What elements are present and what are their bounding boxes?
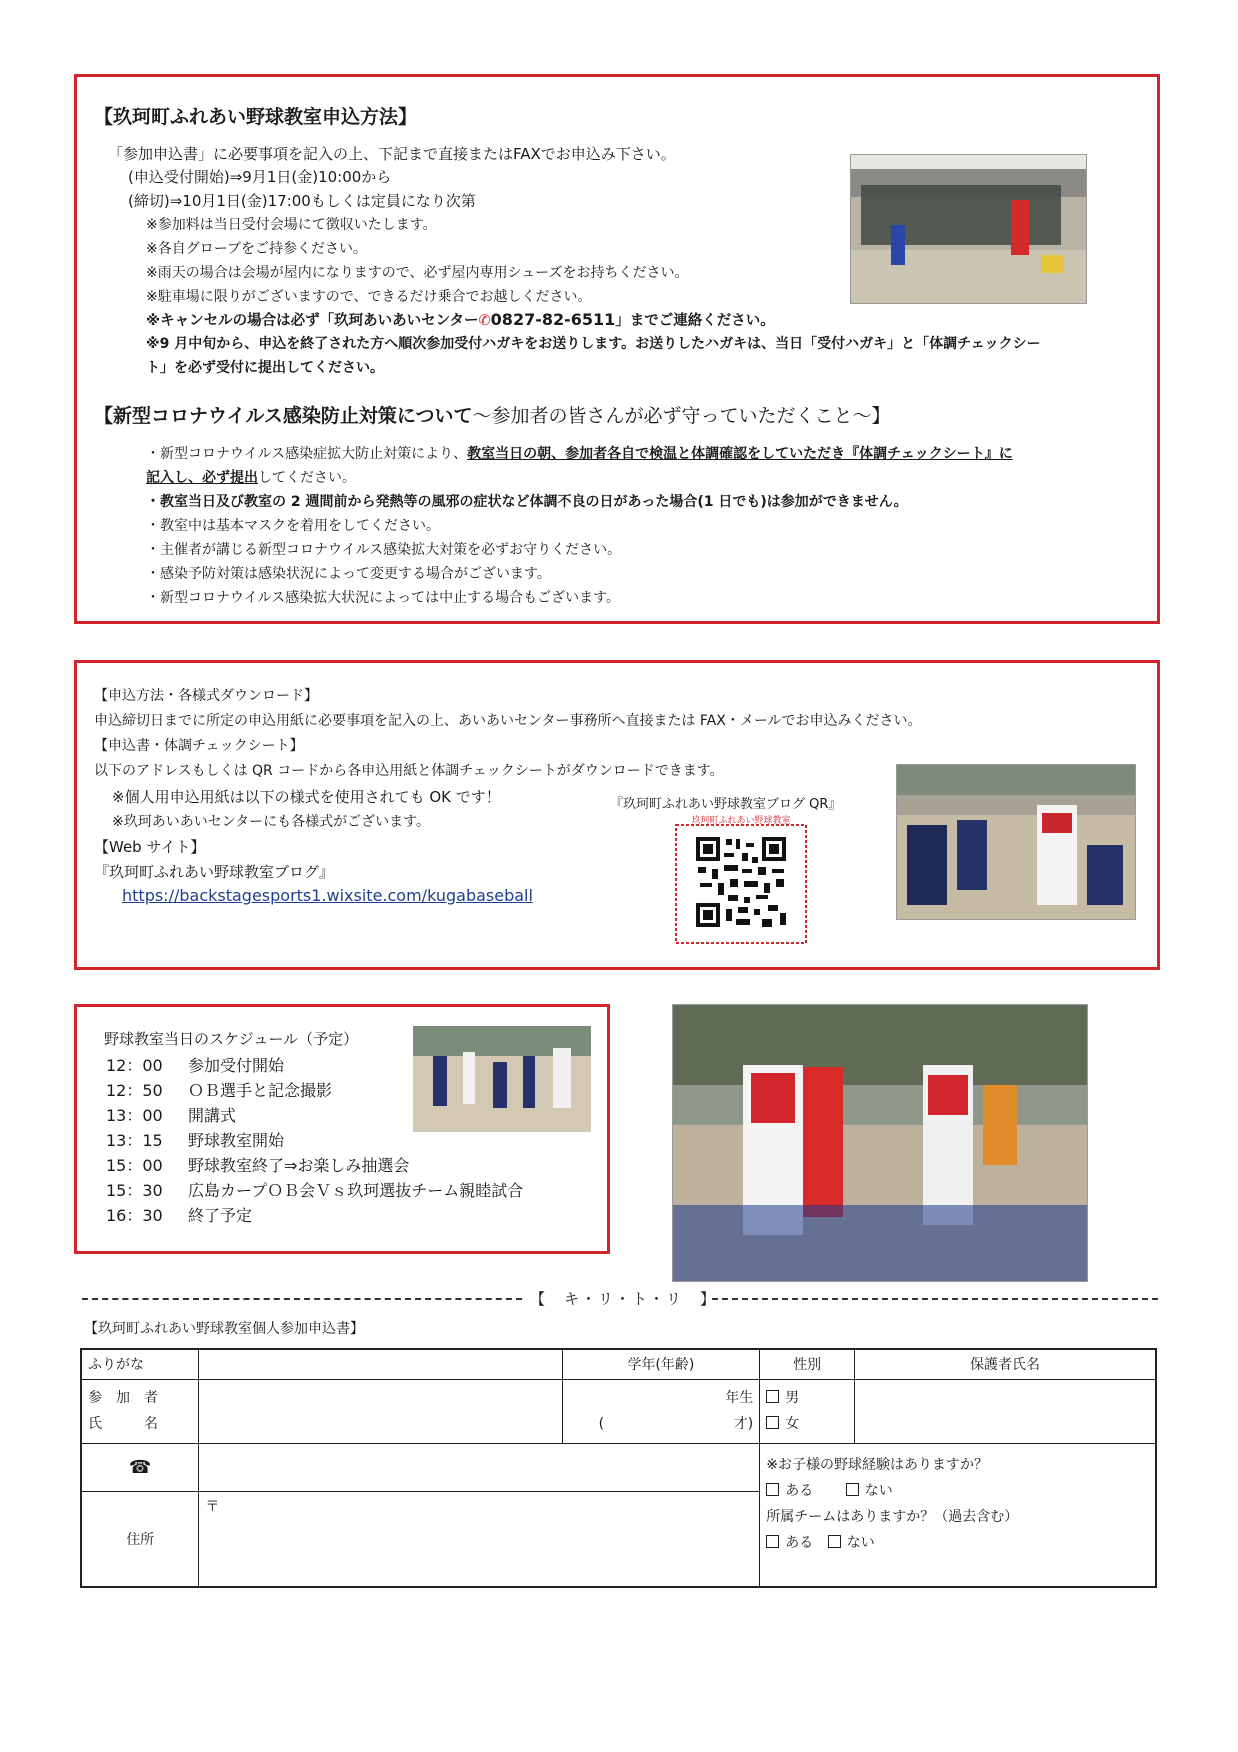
grade-header: 学年(年齢) xyxy=(562,1349,760,1379)
forms-title: 【申込書・体調チェックシート】 xyxy=(94,738,304,754)
blog-qr-code[interactable] xyxy=(672,813,810,948)
application-intro: 「参加申込書」に必要事項を記入の上、下記まで直接またはFAXでお申込み下さい。 xyxy=(108,145,676,163)
application-deadline: (締切)⇒10月1日(金)17:00もしくは定員になり次第 xyxy=(128,192,476,210)
cancel-suffix: 」までご連絡ください。 xyxy=(615,313,775,329)
schedule-event: 野球教室開始 xyxy=(188,1131,285,1150)
note-parking: ※駐車場に限りがございますので、できるだけ乗合でお越しください。 xyxy=(146,289,592,305)
qr-caption: 『玖珂町ふれあい野球教室ブログ QR』 xyxy=(610,797,842,812)
team-options xyxy=(766,1530,1149,1556)
cut-line-right xyxy=(712,1298,1158,1300)
note-postcard-2: ト」を必ず受付に提出してください。 xyxy=(146,360,384,376)
note-cancel xyxy=(146,309,775,330)
schedule-event: 野球教室終了⇒お楽しみ抽選会 xyxy=(188,1156,410,1175)
address-input[interactable] xyxy=(199,1491,760,1587)
covid-item-1-post: してください。 xyxy=(258,470,356,486)
covid-item-2: ・教室当日及び教室の 2 週間前から発熱等の風邪の症状など体調不良の日があった場合(1 日でも)は参加ができません。 xyxy=(146,494,908,510)
experience-question: ※お子様の野球経験はありますか？ xyxy=(766,1456,988,1473)
participant-name-input[interactable] xyxy=(199,1379,562,1443)
covid-heading xyxy=(94,401,891,428)
furigana-input[interactable] xyxy=(199,1349,562,1379)
application-form-table xyxy=(80,1348,1157,1588)
cancel-phone[interactable]: 0827-82-6511 xyxy=(490,310,616,329)
cut-line-label: 【 キ・リ・ト・リ 】 xyxy=(530,1290,718,1308)
team-yes-label: ある xyxy=(785,1534,814,1551)
schedule-time: 12：00 xyxy=(106,1056,163,1075)
blog-url-link[interactable]: https://backstagesports1.wixsite.com/kugabaseball xyxy=(122,886,533,905)
covid-heading-sub: ～参加者の皆さんが必ず守っていただくこと～】 xyxy=(472,405,891,427)
male-checkbox[interactable] xyxy=(766,1385,848,1411)
schedule-event: 開講式 xyxy=(188,1106,237,1125)
covid-item-1-pre: ・新型コロナウイルス感染症拡大防止対策により、 xyxy=(146,446,468,462)
female-checkbox[interactable] xyxy=(766,1411,848,1437)
covid-item-1-cont xyxy=(146,467,356,487)
experience-questions xyxy=(760,1443,1156,1587)
schedule-row xyxy=(106,1128,284,1151)
furigana-label: ふりがな xyxy=(81,1349,199,1379)
age-open: ( xyxy=(598,1416,605,1432)
experience-options xyxy=(766,1478,1149,1504)
coaching-kids-photo xyxy=(896,764,1136,920)
forms-note-2: ※玖珂あいあいセンターにも各様式がございます。 xyxy=(112,814,431,830)
blog-name: 『玖珂町ふれあい野球教室ブログ』 xyxy=(94,863,335,881)
application-start: (申込受付開始)⇒9月1日(金)10:00から xyxy=(128,168,392,186)
batting-practice-photo xyxy=(850,154,1087,304)
schedule-time: 16：30 xyxy=(106,1206,163,1225)
guardian-header: 保護者氏名 xyxy=(855,1349,1156,1379)
participant-label-1: 参 加 者 xyxy=(88,1390,158,1406)
covid-item-1-emphasis: 教室当日の朝、参加者各自で検温と体調確認をしていただき『体調チェックシート』に xyxy=(467,446,1013,462)
schedule-event: 終了予定 xyxy=(188,1206,253,1225)
experience-no-label: ない xyxy=(864,1482,893,1499)
qr-frame-text: 玖珂町ふれあい野球教室 xyxy=(691,816,791,826)
schedule-event: ＯＢ選手と記念撮影 xyxy=(188,1081,333,1100)
forms-note-1: ※個人用申込用紙は以下の様式を使用されても OK です！ xyxy=(112,788,501,806)
phone-input[interactable] xyxy=(199,1443,760,1491)
female-label: 女 xyxy=(785,1416,800,1432)
telephone-icon: ☎ xyxy=(128,1456,152,1478)
schedule-event: 参加受付開始 xyxy=(188,1056,285,1075)
participant-label-2: 氏 名 xyxy=(88,1416,158,1432)
team-no-label: ない xyxy=(846,1534,875,1551)
web-title: 【Web サイト】 xyxy=(94,838,206,856)
schedule-time: 15：30 xyxy=(106,1181,163,1200)
gender-options xyxy=(760,1379,855,1443)
team-question: 所属チームはありますか？（過去含む） xyxy=(766,1508,1019,1525)
guardian-name-input[interactable] xyxy=(855,1379,1156,1443)
covid-item-6: ・新型コロナウイルス感染拡大状況によっては中止する場合もございます。 xyxy=(146,590,621,606)
experience-yes-label: ある xyxy=(785,1482,814,1499)
participant-label xyxy=(81,1379,199,1443)
covid-item-5: ・感染予防対策は感染状況によって変更する場合がございます。 xyxy=(146,566,551,582)
phone-icon: ✆ xyxy=(478,313,491,329)
covid-item-3: ・教室中は基本マスクを着用をしてください。 xyxy=(146,518,440,534)
male-label: 男 xyxy=(785,1390,800,1406)
age-field xyxy=(569,1411,754,1437)
schedule-time: 13：00 xyxy=(106,1106,163,1125)
gender-header: 性別 xyxy=(760,1349,855,1379)
schedule-row xyxy=(106,1103,236,1126)
covid-item-4: ・主催者が講じる新型コロナウイルス感染拡大対策を必ずお守りください。 xyxy=(146,542,622,558)
grade-unit: 年生 xyxy=(725,1390,754,1406)
form-title: 【玖珂町ふれあい野球教室個人参加申込書】 xyxy=(84,1321,364,1337)
schedule-row xyxy=(106,1053,284,1076)
age-close: 才) xyxy=(733,1416,754,1432)
note-glove: ※各自グローブをご持参ください。 xyxy=(146,241,368,257)
covid-item-1-emphasis-2: 記入し、必ず提出 xyxy=(146,470,258,486)
schedule-row xyxy=(106,1153,409,1176)
schedule-title: 野球教室当日のスケジュール（予定） xyxy=(104,1030,359,1048)
note-fee: ※参加料は当日受付会場にて徴収いたします。 xyxy=(146,217,437,233)
team-no-checkbox[interactable] xyxy=(828,1535,875,1551)
schedule-time: 12：50 xyxy=(106,1081,163,1100)
covid-heading-main: 【新型コロナウイルス感染防止対策について xyxy=(94,405,473,427)
warmup-photo xyxy=(413,1026,591,1132)
experience-no-checkbox[interactable] xyxy=(846,1483,893,1499)
schedule-time: 15：00 xyxy=(106,1156,163,1175)
download-line: 申込締切日までに所定の申込用紙に必要事項を記入の上、あいあいセンター事務所へ直接または FAX・メールでお申込みください。 xyxy=(94,713,922,729)
schedule-row xyxy=(106,1178,523,1201)
experience-yes-checkbox[interactable] xyxy=(766,1483,813,1499)
postal-mark: 〒 xyxy=(205,1498,220,1515)
schedule-row xyxy=(106,1078,332,1101)
download-title: 【申込方法・各様式ダウンロード】 xyxy=(94,688,318,704)
phone-label xyxy=(81,1443,199,1491)
team-yes-checkbox[interactable] xyxy=(766,1535,813,1551)
note-rain: ※雨天の場合は会場が屋内になりますので、必ず屋内専用シューズをお持ちください。 xyxy=(146,265,689,281)
forms-line: 以下のアドレスもしくは QR コードから各申込用紙と体調チェックシートがダウンロードできます。 xyxy=(94,763,724,779)
covid-item-1 xyxy=(146,443,1013,463)
schedule-event: 広島カープＯＢ会Ｖｓ玖珂選抜チーム親睦試合 xyxy=(188,1181,524,1200)
schedule-row xyxy=(106,1203,252,1226)
address-label: 住所 xyxy=(81,1491,199,1587)
schedule-time: 13：15 xyxy=(106,1131,163,1150)
note-postcard-1: ※9 月中旬から、申込を終了された方へ順次参加受付ハガキをお送りします。お送りしたハガキは、当日「受付ハガキ」と「体調チェックシー xyxy=(146,336,1041,352)
cancel-prefix: ※キャンセルの場合は必ず「玖珂あいあいセンター xyxy=(146,313,479,329)
application-heading: 【玖珂町ふれあい野球教室申込方法】 xyxy=(94,106,418,128)
group-lesson-photo xyxy=(672,1004,1088,1282)
cut-line-left xyxy=(82,1298,522,1300)
grade-age-input[interactable] xyxy=(562,1379,760,1443)
